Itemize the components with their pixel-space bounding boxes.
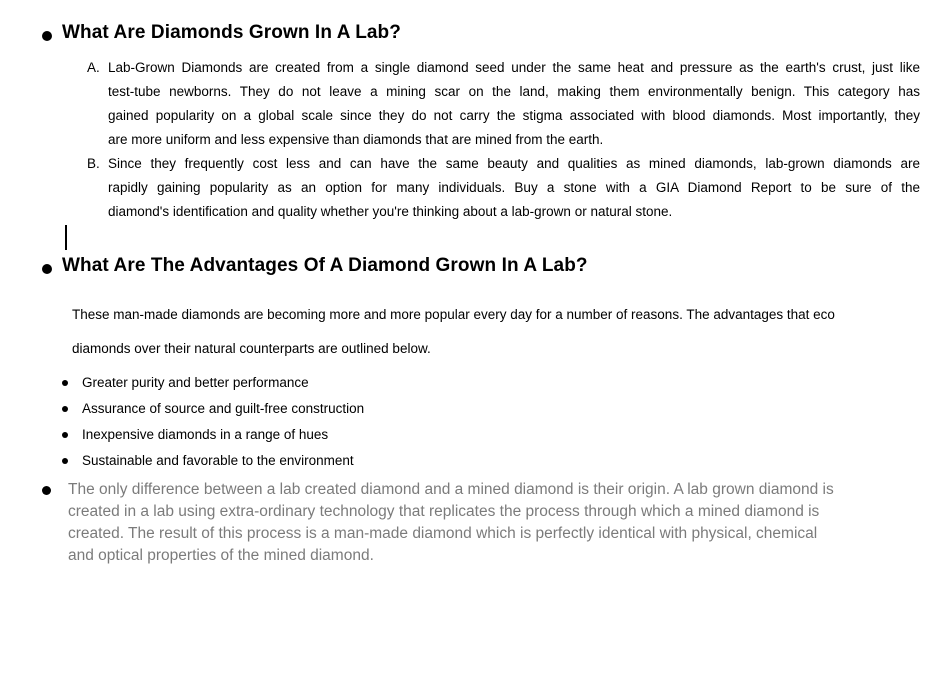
paragraph-line[interactable]: Lab-Grown Diamonds are created from a single diamond seed under the same heat and pressure as the earth's crust, just like	[108, 60, 920, 75]
list-marker-b: B.	[87, 156, 100, 171]
bullet-icon	[62, 458, 68, 464]
text-caret	[65, 225, 67, 250]
lettered-item-a[interactable]	[87, 56, 920, 152]
list-item-text: Sustainable and favorable to the environment	[82, 453, 354, 468]
paragraph-line[interactable]: gained popularity on a global scale since they do not carry the stigma associated with blood diamonds. Most importantly, they	[108, 108, 920, 123]
list-marker-a: A.	[87, 60, 100, 75]
paragraph-line[interactable]: created in a lab using extra-ordinary technology that replicates the process through which a mined diamond is	[68, 503, 820, 520]
advantages-list	[0, 370, 948, 474]
list-item-text: Inexpensive diamonds in a range of hues	[82, 427, 329, 442]
heading-title: What Are Diamonds Grown In A Lab?	[62, 22, 401, 43]
list-item[interactable]	[0, 448, 948, 474]
paragraph-line[interactable]: are more uniform and less expensive than diamonds that are mined from the earth.	[108, 132, 604, 147]
bullet-icon	[62, 406, 68, 412]
paragraph-line[interactable]: rapidly gaining popularity as an option for many individuals. Buy a stone with a GIA Diamond Report to be sure of the	[108, 180, 920, 195]
lettered-item-b[interactable]	[87, 152, 920, 224]
list-item[interactable]	[0, 396, 948, 422]
paragraph-line[interactable]: created. The result of this process is a man-made diamond which is perfectly identical with physical, chemical	[68, 525, 818, 542]
heading-bullet-icon	[42, 31, 52, 41]
paragraph-line[interactable]: test-tube newborns. They do not leave a mining scar on the land, making them environmentally benign. This category has	[108, 84, 920, 99]
paragraph-line[interactable]: and optical properties of the mined diamond.	[68, 547, 374, 564]
list-item-text: Greater purity and better performance	[82, 375, 309, 390]
paragraph-line[interactable]: diamond's identification and quality whether you're thinking about a lab-grown or natural stone.	[108, 204, 673, 219]
heading-advantages[interactable]	[0, 253, 948, 279]
bullet-icon	[62, 432, 68, 438]
empty-line[interactable]	[65, 224, 948, 251]
list-item-text: Assurance of source and guilt-free construction	[82, 401, 365, 416]
bullet-icon	[42, 486, 51, 495]
list-item[interactable]	[0, 370, 948, 396]
heading-title: What Are The Advantages Of A Diamond Grown In A Lab?	[62, 255, 588, 276]
heading-what-are-lab-diamonds[interactable]	[0, 20, 948, 46]
paragraph-line[interactable]: diamonds over their natural counterparts are outlined below.	[72, 341, 431, 356]
paragraph-line[interactable]: These man-made diamonds are becoming more and more popular every day for a number of reasons. The advantages that eco	[72, 307, 835, 322]
note-paragraph[interactable]	[0, 479, 948, 567]
paragraph-line[interactable]: Since they frequently cost less and can have the same beauty and qualities as mined diamonds, lab-grown diamonds are	[108, 156, 920, 171]
bullet-icon	[62, 380, 68, 386]
heading-bullet-icon	[42, 264, 52, 274]
intro-paragraph[interactable]	[72, 298, 920, 366]
paragraph-line[interactable]: The only difference between a lab created diamond and a mined diamond is their origin. A lab grown diamond is	[68, 481, 834, 498]
list-item[interactable]	[0, 422, 948, 448]
